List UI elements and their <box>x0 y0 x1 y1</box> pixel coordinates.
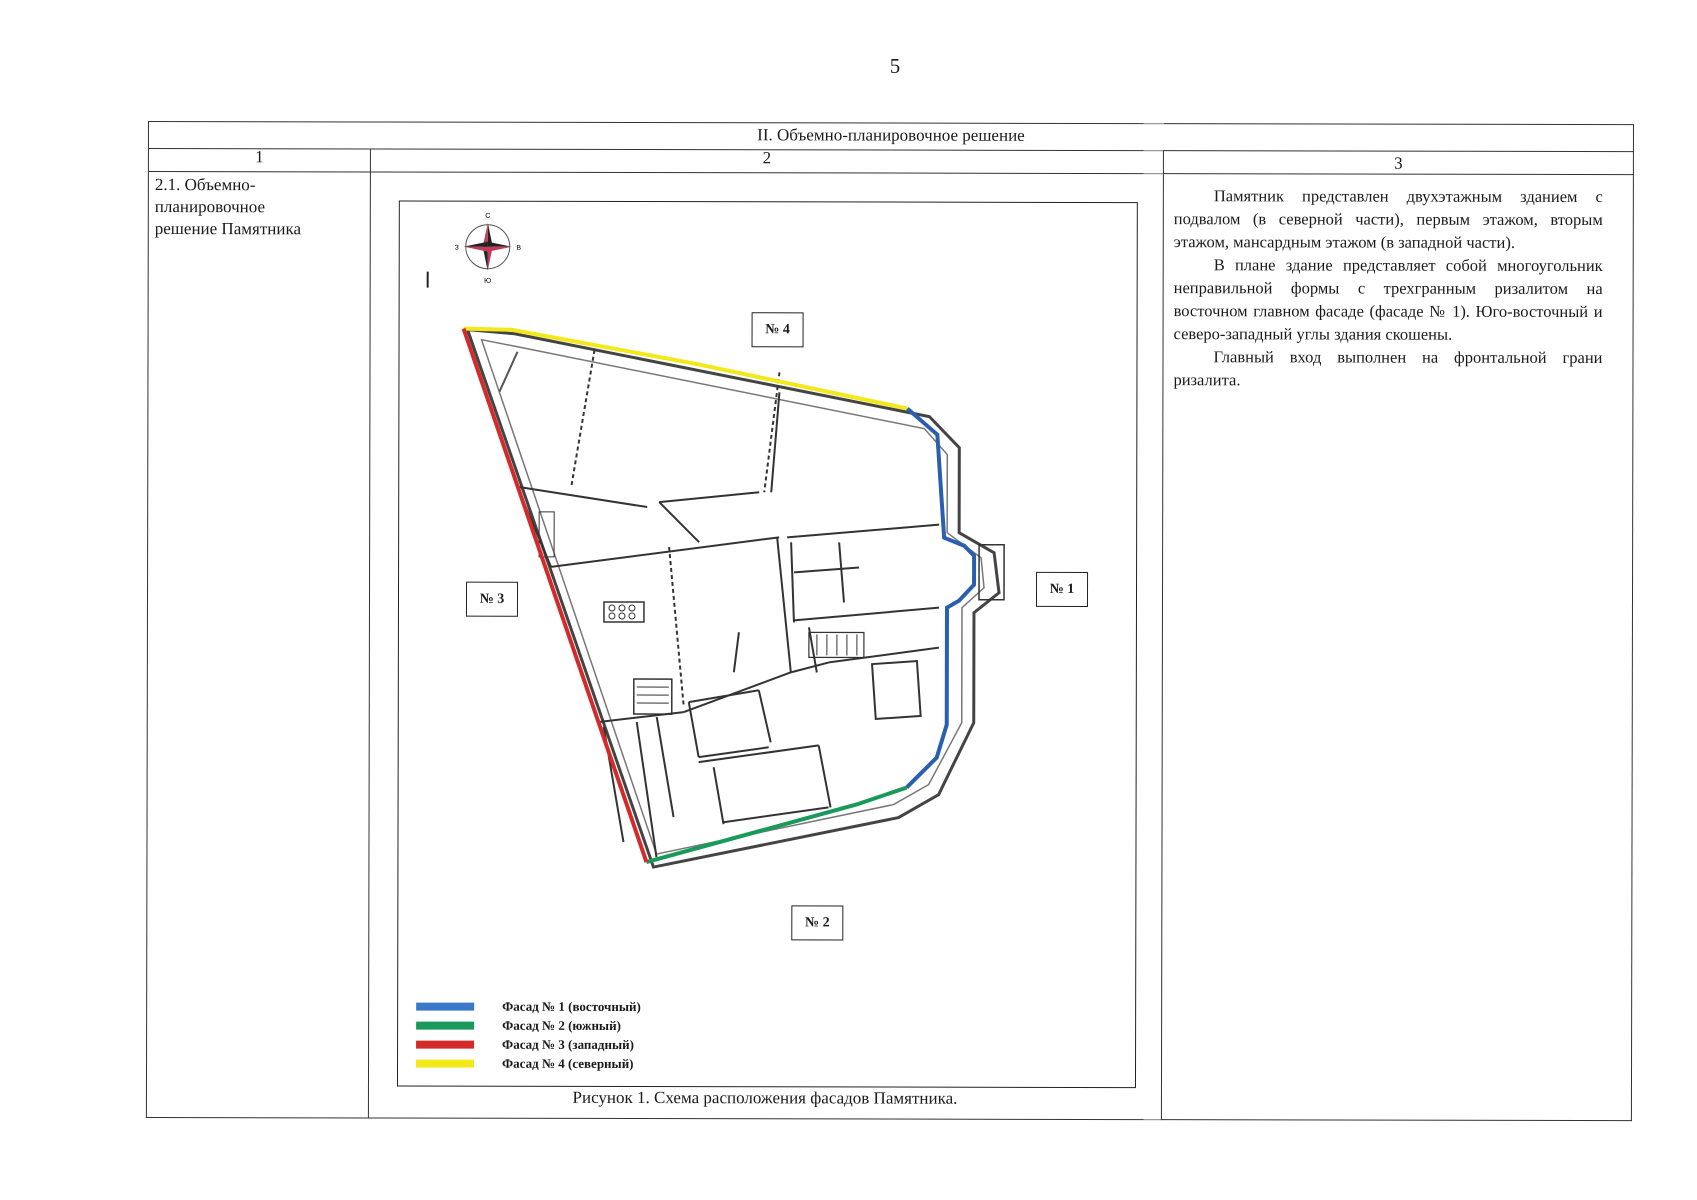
facade-1-line <box>907 409 975 788</box>
compass-south: Ю <box>484 277 492 285</box>
legend-item-facade-1 <box>416 997 641 1016</box>
description-paragraph-2: В плане здание представляет собой многоугольник неправильной формы с трехгранным ризалитом на восточном главном фасаде (фасаде № 1). Юго-восточный и северо-западный углы здания скошены. <box>1173 255 1603 344</box>
column-number-3: 3 <box>1163 151 1633 175</box>
facade-legend <box>416 997 641 1073</box>
document-table <box>146 121 1634 1121</box>
compass-rose <box>455 213 522 285</box>
page-number: 5 <box>889 54 901 78</box>
legend-swatch-blue <box>416 1002 474 1010</box>
legend-item-facade-4 <box>416 1054 641 1073</box>
row-heading-cell <box>146 172 370 1118</box>
facade-label-2: № 2 <box>791 905 843 940</box>
legend-label: Фасад № 2 (южный) <box>502 1017 621 1033</box>
building-plan <box>466 330 1004 868</box>
column-number-2: 2 <box>370 149 1163 174</box>
facade-label-3: № 3 <box>466 582 518 617</box>
column-number-1: 1 <box>148 149 370 172</box>
legend-item-facade-2 <box>416 1016 641 1035</box>
description-cell <box>1161 174 1633 1121</box>
description-paragraph-1: Памятник представлен двухэтажным зданием с подвалом (в северной части), первым этажом, вторым этажом, мансардным этажом (в западной части). <box>1173 186 1603 252</box>
floor-plan-figure <box>397 201 1138 1089</box>
description-paragraph-3: Главный вход выполнен на фронтальной грани ризалита. <box>1173 347 1603 390</box>
legend-label: Фасад № 4 (северный) <box>502 1055 634 1071</box>
facade-label-4: № 4 <box>752 312 804 347</box>
figure-cell <box>368 172 1163 1120</box>
legend-label: Фасад № 3 (западный) <box>502 1036 634 1052</box>
legend-swatch-green <box>416 1021 474 1029</box>
facade-label-1: № 1 <box>1036 572 1088 607</box>
figure-caption: Рисунок 1. Схема расположения фасадов Памятника. <box>572 1087 958 1108</box>
compass-west: З <box>454 244 459 252</box>
legend-swatch-yellow <box>416 1059 474 1067</box>
legend-item-facade-3 <box>416 1035 641 1054</box>
row-heading: 2.1. Объемно-планировочное решение Памятника <box>154 175 302 239</box>
section-title: II. Объемно-планировочное решение <box>148 122 1633 152</box>
legend-swatch-red <box>416 1040 474 1048</box>
compass-east: В <box>516 244 522 252</box>
legend-label: Фасад № 1 (восточный) <box>502 998 641 1014</box>
compass-north: С <box>485 212 491 220</box>
